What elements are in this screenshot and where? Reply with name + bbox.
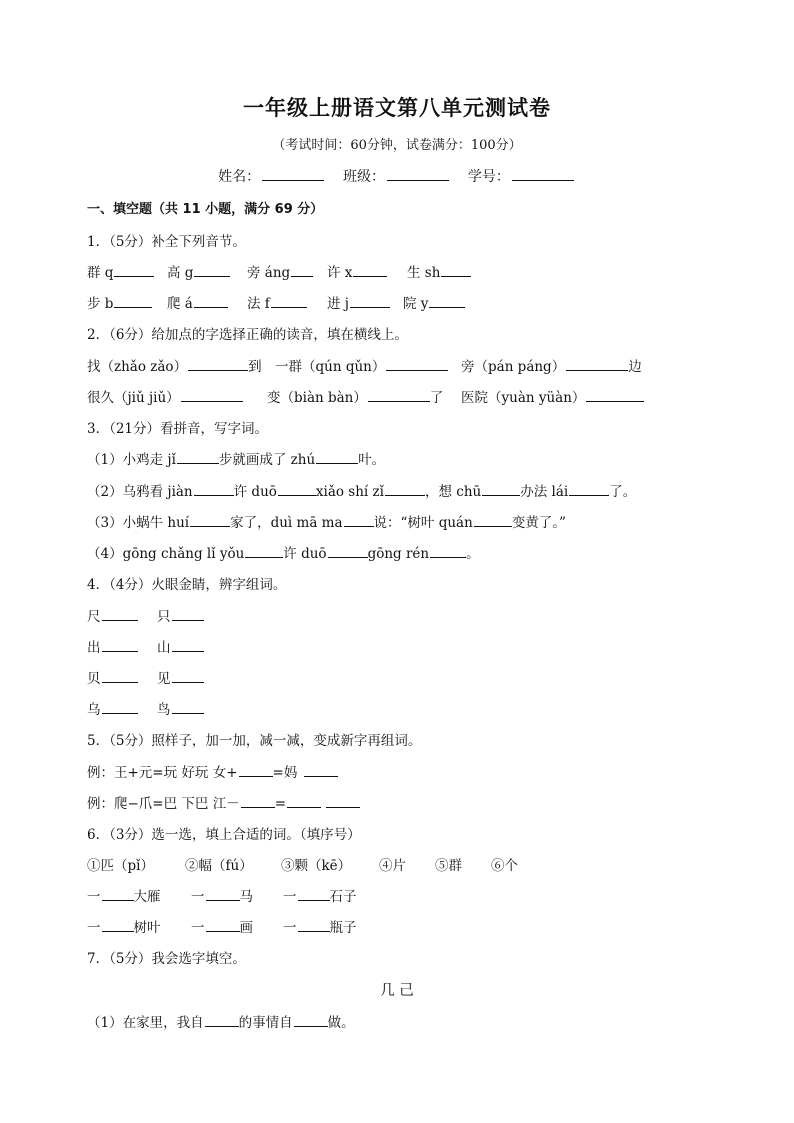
answer-blank[interactable] bbox=[291, 263, 313, 277]
q6-item: 一 瓶子 bbox=[283, 920, 357, 936]
q1-item: 旁 áng bbox=[247, 261, 313, 281]
answer-blank[interactable] bbox=[298, 887, 330, 901]
q6-option: ④片 bbox=[379, 858, 406, 874]
page-title: 一年级上册语文第八单元测试卷 bbox=[243, 96, 551, 120]
q4-item: 山 bbox=[157, 636, 204, 656]
answer-blank[interactable] bbox=[304, 763, 338, 777]
q1-item: 高 g bbox=[167, 261, 230, 281]
q6-option: ②幅（fú） bbox=[185, 858, 253, 874]
q7-choices: 几 己 bbox=[380, 983, 414, 999]
answer-blank[interactable] bbox=[482, 482, 520, 496]
q4-item: 鸟 bbox=[157, 698, 204, 718]
q6-option: ⑤群 bbox=[435, 858, 462, 874]
answer-blank[interactable] bbox=[172, 638, 204, 652]
answer-blank[interactable] bbox=[430, 544, 466, 558]
question-6-stem: 6．（3分）选一选，填上合适的词。（填序号） bbox=[87, 827, 361, 843]
answer-blank[interactable] bbox=[350, 294, 390, 308]
q1-item: 进 j bbox=[327, 292, 390, 312]
q3-sentence-1: （1）小鸡走 jǐ 步就画成了 zhú 叶。 bbox=[87, 452, 386, 468]
q6-item: 一 大雁 bbox=[87, 889, 161, 905]
q3-sentence-4: （4）gōng chǎng lǐ yǒu 许 duō gōng rén 。 bbox=[87, 546, 480, 562]
answer-blank[interactable] bbox=[206, 918, 240, 932]
answer-blank[interactable] bbox=[194, 294, 228, 308]
answer-blank[interactable] bbox=[326, 794, 360, 808]
q1-item: 群 q bbox=[87, 261, 154, 281]
answer-blank[interactable] bbox=[194, 263, 230, 277]
answer-blank[interactable] bbox=[353, 263, 387, 277]
q5-example-1: 例：王+元=玩 好玩 女+ =妈 bbox=[87, 761, 338, 781]
answer-blank[interactable] bbox=[328, 544, 368, 558]
q6-item: 一 马 bbox=[191, 889, 253, 905]
answer-blank[interactable] bbox=[386, 357, 448, 371]
q4-item: 出 bbox=[87, 636, 138, 656]
answer-blank[interactable] bbox=[474, 513, 512, 527]
q6-option: ①匹（pǐ） bbox=[87, 858, 154, 874]
q2-item: 很久（jiǔ jiǔ） bbox=[87, 386, 243, 406]
answer-blank[interactable] bbox=[298, 918, 330, 932]
answer-blank[interactable] bbox=[205, 1013, 239, 1027]
answer-blank[interactable] bbox=[245, 544, 283, 558]
q4-item: 只 bbox=[157, 605, 204, 625]
q1-item: 生 sh bbox=[407, 261, 471, 281]
answer-blank[interactable] bbox=[344, 513, 374, 527]
answer-blank[interactable] bbox=[271, 294, 307, 308]
answer-blank[interactable] bbox=[190, 513, 230, 527]
answer-blank[interactable] bbox=[188, 357, 248, 371]
q1-item: 许 x bbox=[327, 261, 387, 281]
q1-item: 法 f bbox=[247, 292, 307, 312]
answer-blank[interactable] bbox=[114, 294, 152, 308]
q6-item: 一 石子 bbox=[283, 889, 357, 905]
question-7-stem: 7．（5分）我会选字填空。 bbox=[87, 951, 246, 967]
answer-blank[interactable] bbox=[385, 482, 425, 496]
q6-option: ⑥个 bbox=[491, 858, 518, 874]
answer-blank[interactable] bbox=[102, 607, 138, 621]
q1-item: 院 y bbox=[403, 292, 465, 312]
answer-blank[interactable] bbox=[177, 450, 219, 464]
answer-blank[interactable] bbox=[114, 263, 154, 277]
answer-blank[interactable] bbox=[194, 482, 234, 496]
q6-item: 一 画 bbox=[191, 920, 253, 936]
answer-blank[interactable] bbox=[316, 450, 358, 464]
q5-example-2: 例：爬−爪=巴 下巴 江－ = bbox=[87, 792, 360, 812]
number-label: 学号： bbox=[467, 169, 510, 185]
class-field[interactable] bbox=[387, 166, 449, 181]
answer-blank[interactable] bbox=[102, 887, 134, 901]
q4-item: 尺 bbox=[87, 605, 138, 625]
class-label: 班级： bbox=[343, 169, 385, 185]
q6-item: 一 树叶 bbox=[87, 920, 161, 936]
q3-sentence-3: （3）小蜗牛 huí 家了，duì mā ma 说：“树叶 quán 变黄了。” bbox=[87, 515, 566, 531]
answer-blank[interactable] bbox=[241, 794, 275, 808]
question-2-stem: 2．（6分）给加点的字选择正确的读音，填在横线上。 bbox=[87, 327, 408, 343]
answer-blank[interactable] bbox=[172, 607, 204, 621]
answer-blank[interactable] bbox=[569, 482, 609, 496]
answer-blank[interactable] bbox=[441, 263, 471, 277]
answer-blank[interactable] bbox=[102, 669, 138, 683]
answer-blank[interactable] bbox=[172, 700, 204, 714]
answer-blank[interactable] bbox=[102, 700, 138, 714]
q4-item: 见 bbox=[157, 667, 204, 687]
name-label: 姓名： bbox=[218, 169, 261, 185]
q2-item: 一群（qún qǔn） bbox=[275, 355, 448, 375]
question-3-stem: 3．（21分）看拼音，写字词。 bbox=[87, 421, 269, 437]
q1-item: 爬 á bbox=[167, 292, 228, 312]
q6-option: ③颗（kē） bbox=[281, 858, 352, 874]
answer-blank[interactable] bbox=[294, 1013, 328, 1027]
q2-item: 旁（pán páng） 边 bbox=[461, 359, 642, 375]
q2-item: 医院（yuàn yüàn） bbox=[461, 386, 644, 406]
answer-blank[interactable] bbox=[586, 388, 644, 402]
answer-blank[interactable] bbox=[368, 388, 430, 402]
student-info-row bbox=[0, 166, 794, 186]
question-1-stem: 1．（5分）补全下列音节。 bbox=[87, 234, 246, 250]
q3-sentence-2: （2）乌鸦看 jiàn 许 duō xiǎo shí zǐ ，想 chū 办法 lái 了。 bbox=[87, 484, 637, 500]
answer-blank[interactable] bbox=[181, 388, 243, 402]
q4-item: 贝 bbox=[87, 667, 138, 687]
q1-item: 步 b bbox=[87, 292, 152, 312]
question-5-stem: 5．（5分）照样子，加一加，减一减，变成新字再组词。 bbox=[87, 733, 422, 749]
exam-subtitle: （考试时间：60分钟，试卷满分：100分） bbox=[272, 138, 522, 153]
answer-blank[interactable] bbox=[278, 482, 316, 496]
name-field[interactable] bbox=[262, 166, 324, 181]
q7-sentence-1: （1）在家里，我自 的事情自 做。 bbox=[87, 1015, 355, 1031]
answer-blank[interactable] bbox=[102, 918, 134, 932]
answer-blank[interactable] bbox=[287, 794, 321, 808]
q2-item: 变（biàn bàn） 了 bbox=[267, 390, 444, 406]
answer-blank[interactable] bbox=[239, 763, 273, 777]
q4-item: 乌 bbox=[87, 698, 138, 718]
question-4-stem: 4．（4分）火眼金睛，辨字组词。 bbox=[87, 577, 287, 593]
number-field[interactable] bbox=[512, 166, 574, 181]
answer-blank[interactable] bbox=[172, 669, 204, 683]
answer-blank[interactable] bbox=[429, 294, 465, 308]
answer-blank[interactable] bbox=[566, 357, 628, 371]
answer-blank[interactable] bbox=[102, 638, 138, 652]
answer-blank[interactable] bbox=[206, 887, 240, 901]
section-heading: 一、填空题（共 11 小题，满分 69 分） bbox=[87, 202, 324, 217]
q2-item: 找（zhǎo zǎo） 到 bbox=[87, 359, 262, 375]
